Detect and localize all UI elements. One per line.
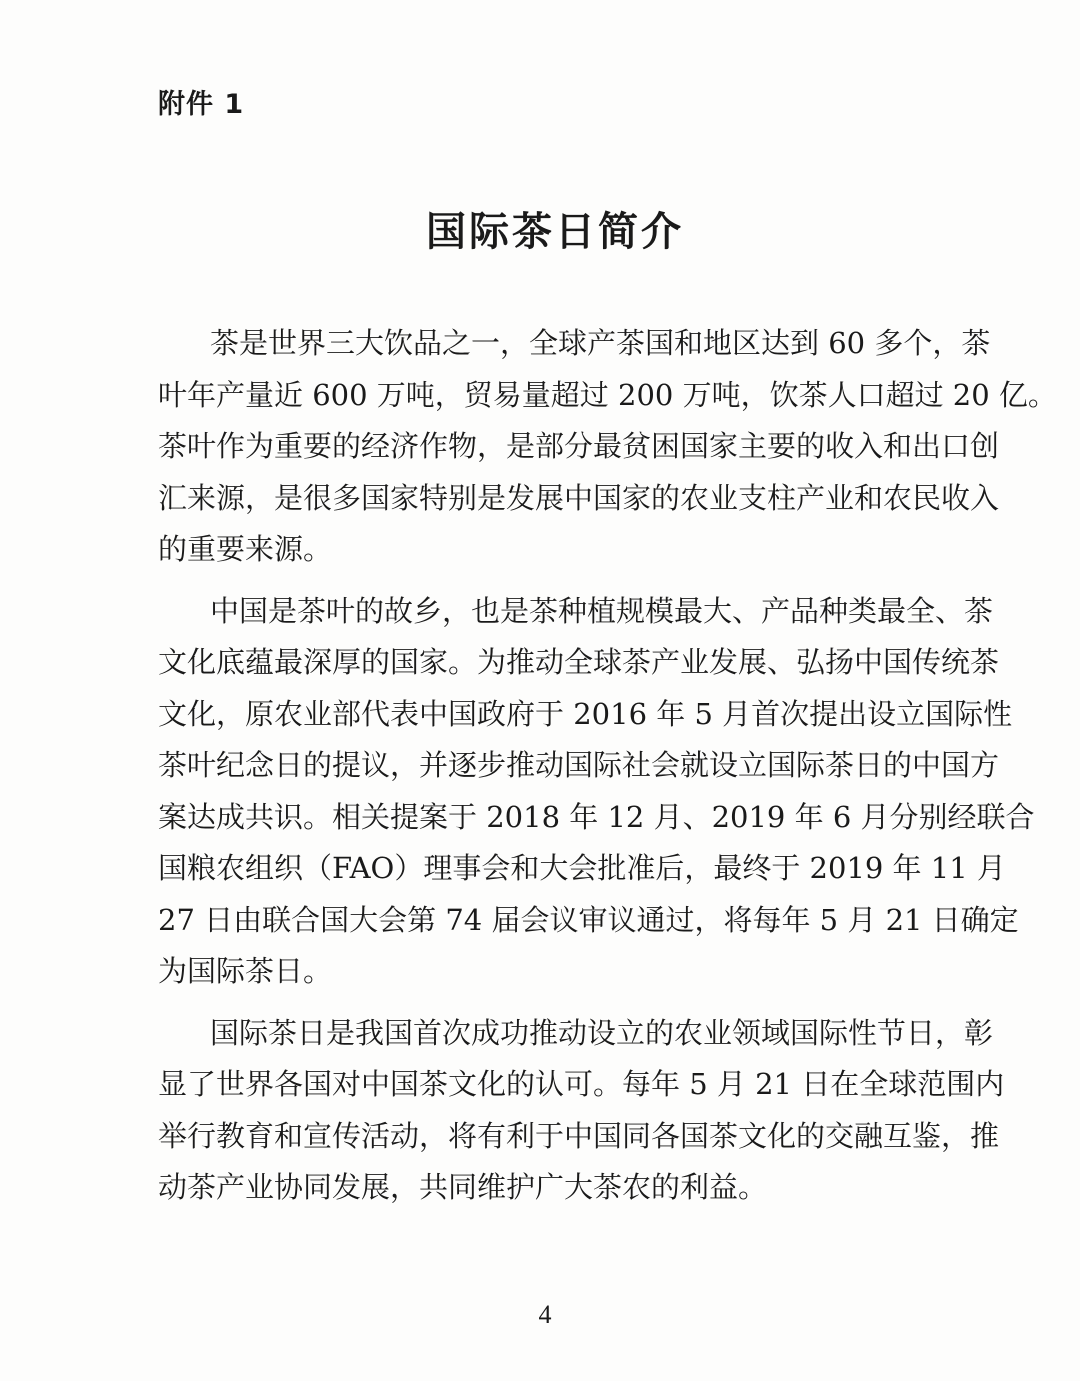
attachment-label: 附件 1 [158, 89, 245, 120]
document-body [158, 318, 1057, 1224]
paragraph-line: 文化底蕴最深厚的国家。为推动全球茶产业发展、弘扬中国传统茶 [158, 645, 1000, 679]
paragraph-line: 27 日由联合国大会第 74 届会议审议通过，将每年 5 月 21 日确定 [158, 902, 1019, 937]
paragraph-1 [158, 318, 1057, 576]
page-number: 4 [538, 1300, 552, 1329]
paragraph-line: 动茶产业协同发展，共同维护广大茶农的利益。 [158, 1170, 768, 1204]
paragraph-line: 茶叶纪念日的提议，并逐步推动国际社会就设立国际茶日的中国方 [158, 748, 1000, 782]
paragraph-line: 文化，原农业部代表中国政府于 2016 年 5 月首次提出设立国际性 [158, 696, 1013, 731]
paragraph-line: 汇来源，是很多国家特别是发展中国家的农业支柱产业和农民收入 [158, 480, 1000, 515]
paragraph-2 [158, 586, 1035, 998]
paragraph-line: 案达成共识。相关提案于 2018 年 12 月、2019 年 6 月分别经联合 [158, 799, 1035, 834]
paragraph-3 [158, 1008, 1005, 1214]
document-title: 国际茶日简介 [426, 209, 684, 255]
paragraph-line: 举行教育和宣传活动，将有利于中国同各国茶文化的交融互鉴，推 [158, 1118, 1000, 1153]
paragraph-line: 为国际茶日。 [158, 954, 333, 988]
paragraph-line: 中国是茶叶的故乡，也是茶种植规模最大、产品种类最全、茶 [210, 593, 994, 628]
paragraph-line: 显了世界各国对中国茶文化的认可。每年 5 月 21 日在全球范围内 [158, 1067, 1005, 1101]
paragraph-line: 叶年产量近 600 万吨，贸易量超过 200 万吨，饮茶人口超过 20 亿。 [158, 377, 1057, 412]
paragraph-line: 的重要来源。 [158, 532, 333, 566]
paragraph-line: 国粮农组织（FAO）理事会和大会批准后，最终于 2019 年 11 月 [158, 851, 1006, 885]
paragraph-line: 国际茶日是我国首次成功推动设立的农业领域国际性节日，彰 [210, 1015, 994, 1050]
paragraph-line: 茶叶作为重要的经济作物，是部分最贫困国家主要的收入和出口创 [158, 429, 1000, 463]
paragraph-line: 茶是世界三大饮品之一，全球产茶国和地区达到 60 多个，茶 [210, 326, 991, 360]
